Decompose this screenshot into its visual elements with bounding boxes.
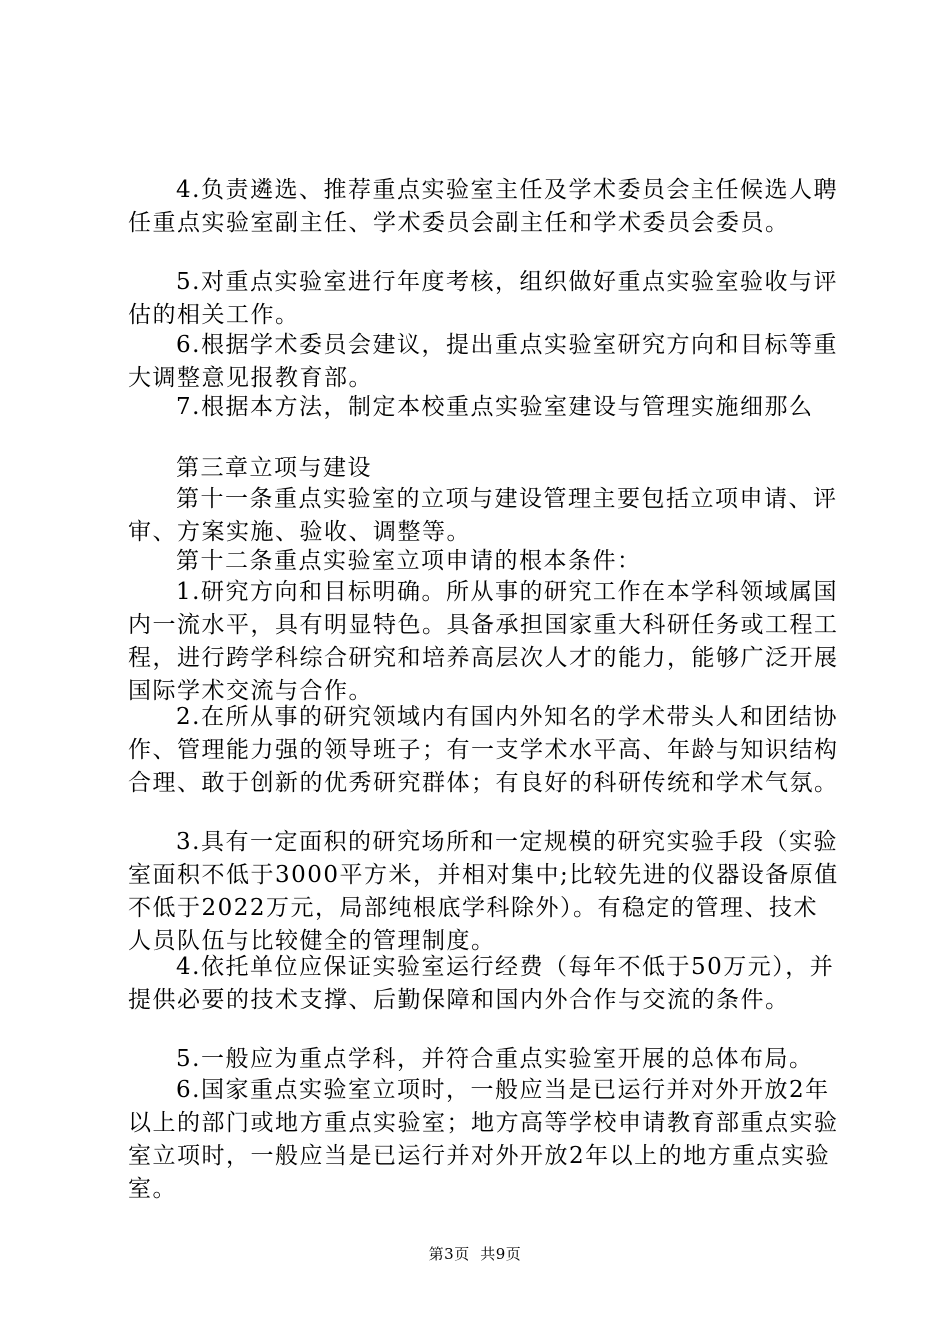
page-footer [0,1244,950,1264]
chapter-heading: 第三章立项与建设 [176,455,372,481]
page-total: 共9页 [480,1245,522,1263]
paragraph-item-7-rules: 7.根据本方法，制定本校重点实验室建设与管理实施细那么 [176,394,814,420]
article-11: 第十一条重点实验室的立项与建设管理主要包括立项申请、评审、方案实施、验收、调整等。 [128,486,838,545]
condition-1: 1.研究方向和目标明确。所从事的研究工作在本学科领域属国内一流水平，具有明显特色。具备承担国家重大科研任务或工程工程，进行跨学科综合研究和培养高层次人才的能力，能够广泛开展国际学术交流与合作。 [128,579,839,704]
paragraph-item-6-adjustment: 6.根据学术委员会建议，提出重点实验室研究方向和目标等重大调整意见报教育部。 [128,332,838,391]
condition-4: 4.依托单位应保证实验室运行经费（每年不低于50万元），并提供必要的技术支撑、后勤保障和国内外合作与交流的条件。 [128,954,835,1013]
page-number: 第3页 [428,1245,470,1263]
paragraph-item-5-assessment: 5.对重点实验室进行年度考核，组织做好重点实验室验收与评估的相关工作。 [128,269,838,328]
condition-6: 6.国家重点实验室立项时，一般应当是已运行并对外开放2年以上的部门或地方重点实验室；地方高等学校申请教育部重点实验室立项时，一般应当是已运行并对外开放2年以上的地方重点实验室。 [128,1077,839,1202]
condition-2: 2.在所从事的研究领域内有国内外知名的学术带头人和团结协作、管理能力强的领导班子；有一支学术水平高、年龄与知识结构合理、敢于创新的优秀研究群体；有良好的科研传统和学术气氛。 [128,704,839,796]
paragraph-item-4-duties: 4.负责遴选、推荐重点实验室主任及学术委员会主任候选人聘任重点实验室副主任、学术委员会副主任和学术委员会委员。 [128,177,838,236]
condition-5: 5.一般应为重点学科，并符合重点实验室开展的总体布局。 [176,1046,814,1072]
condition-3: 3.具有一定面积的研究场所和一定规模的研究实验手段（实验室面积不低于3000平方米，并相对集中;比较先进的仪器设备原值不低于2022万元，局部纯根底学科除外）。有稳定的管理、技术人员队伍与比较健全的管理制度。 [128,829,839,954]
article-12: 第十二条重点实验室立项申请的根本条件： [176,548,642,574]
